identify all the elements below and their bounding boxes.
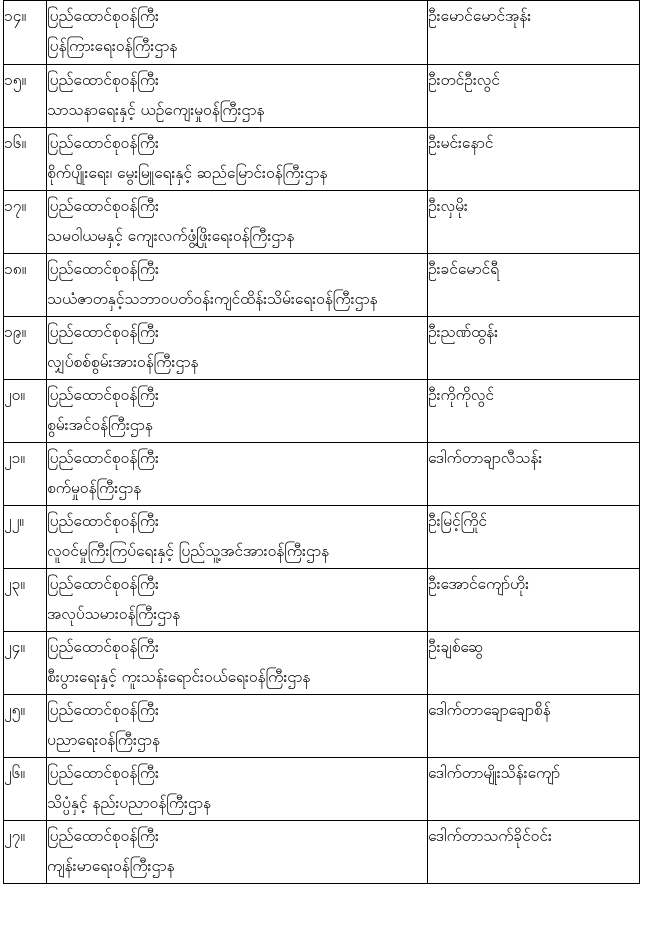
minister-title: ပြည်ထောင်စုဝန်ကြီး <box>47 764 159 782</box>
row-number-text: ၁၇။ <box>4 197 27 215</box>
ministry-cell <box>47 821 428 884</box>
minister-title: ပြည်ထောင်စုဝန်ကြီး <box>47 638 159 656</box>
row-number-text: ၂၄။ <box>4 638 26 656</box>
ministry-cell <box>47 317 428 380</box>
table-row <box>4 380 640 443</box>
ministry-name: လျှပ်စစ်စွမ်းအားဝန်ကြီးဌာန <box>47 353 199 371</box>
minister-title: ပြည်ထောင်စုဝန်ကြီး <box>47 701 159 719</box>
ministry-name: စိုက်ပျိုးရေး၊ မွေးမြူရေးနှင့် ဆည်မြောင်းဝန်ကြီးဌာန <box>47 164 328 182</box>
row-number-text: ၁၄။ <box>4 7 27 25</box>
ministry-cell <box>47 695 428 758</box>
person-cell <box>428 1 640 65</box>
person-name: ဦးမြင့်ကြိုင် <box>428 512 487 530</box>
ministry-cell <box>47 191 428 254</box>
row-number <box>4 254 47 317</box>
person-name: ဒေါက်တာချောချောစိန် <box>428 701 551 719</box>
ministry-name: သမဝါယမနှင့် ကျေးလက်ဖွံ့ဖြိုးရေးဝန်ကြီးဌာန <box>47 227 295 245</box>
ministry-name: စွမ်းအင်ဝန်ကြီးဌာန <box>47 416 153 434</box>
person-name: ဦးညဏ်ထွန်း <box>428 323 499 341</box>
row-number <box>4 380 47 443</box>
ministry-cell <box>47 506 428 569</box>
minister-title: ပြည်ထောင်စုဝန်ကြီး <box>47 323 159 341</box>
row-number-text: ၁၉။ <box>4 323 27 341</box>
person-cell <box>428 317 640 380</box>
person-name: ဦးချစ်ဆွေ <box>428 638 484 656</box>
table-row <box>4 1 640 65</box>
minister-title: ပြည်ထောင်စုဝန်ကြီး <box>47 197 159 215</box>
ministry-cell <box>47 65 428 128</box>
row-number <box>4 65 47 128</box>
table-row <box>4 65 640 128</box>
row-number <box>4 695 47 758</box>
minister-title: ပြည်ထောင်စုဝန်ကြီး <box>47 512 159 530</box>
person-cell <box>428 821 640 884</box>
minister-title: ပြည်ထောင်စုဝန်ကြီး <box>47 134 159 152</box>
person-name: ဦးအောင်ကျော်ဟိုး <box>428 575 530 593</box>
person-cell <box>428 695 640 758</box>
row-number <box>4 191 47 254</box>
row-number-text: ၂၁။ <box>4 449 26 467</box>
table-row <box>4 695 640 758</box>
minister-title: ပြည်ထောင်စုဝန်ကြီး <box>47 449 159 467</box>
ministry-name: အလုပ်သမားဝန်ကြီးဌာန <box>47 605 181 623</box>
table-row <box>4 443 640 506</box>
ministry-name: သာသနာရေးနှင့် ယဉ်ကျေးမှုဝန်ကြီးဌာန <box>47 101 265 119</box>
row-number <box>4 128 47 191</box>
table-row <box>4 191 640 254</box>
ministry-cell <box>47 254 428 317</box>
table-row <box>4 821 640 884</box>
row-number <box>4 506 47 569</box>
person-name: ဒေါက်တာမျိုးသိန်းကျော် <box>428 764 561 782</box>
ministry-name: စီးပွားရေးနှင့် ကူးသန်းရောင်းဝယ်ရေးဝန်ကြီးဌာန <box>47 668 311 686</box>
table-row <box>4 128 640 191</box>
person-cell <box>428 506 640 569</box>
person-cell <box>428 380 640 443</box>
row-number <box>4 632 47 695</box>
minister-title: ပြည်ထောင်စုဝန်ကြီး <box>47 7 159 25</box>
person-cell <box>428 254 640 317</box>
table-row <box>4 632 640 695</box>
ministry-name: ကျန်းမာရေးဝန်ကြီးဌာန <box>47 857 175 875</box>
person-cell <box>428 758 640 821</box>
ministry-name: ပညာရေးဝန်ကြီးဌာန <box>47 731 160 749</box>
ministry-cell <box>47 632 428 695</box>
ministry-cell <box>47 1 428 65</box>
ministry-cell <box>47 443 428 506</box>
row-number-text: ၂၆။ <box>4 764 26 782</box>
ministry-name: ပြန်ကြားရေးဝန်ကြီးဌာန <box>47 37 178 55</box>
person-name: ဦးမင်းနောင် <box>428 134 494 152</box>
ministry-name: လူဝင်မှုကြီးကြပ်ရေးနှင့် ပြည်သူ့အင်အားဝန်ကြီးဌာန <box>47 542 329 560</box>
ministry-cell <box>47 128 428 191</box>
person-name: ဦးကိုကိုလွင် <box>428 386 494 404</box>
ministry-cell <box>47 758 428 821</box>
minister-title: ပြည်ထောင်စုဝန်ကြီး <box>47 260 159 278</box>
minister-title: ပြည်ထောင်စုဝန်ကြီး <box>47 575 159 593</box>
row-number-text: ၂၅။ <box>4 701 26 719</box>
row-number-text: ၂၃။ <box>4 575 26 593</box>
person-name: ဦးတင်ဦးလွင် <box>428 71 500 89</box>
person-name: ဦးမောင်မောင်အုန်း <box>428 7 532 25</box>
row-number <box>4 569 47 632</box>
table-row <box>4 254 640 317</box>
row-number-text: ၁၅။ <box>4 71 27 89</box>
row-number-text: ၁၆။ <box>4 134 27 152</box>
person-cell <box>428 443 640 506</box>
person-name: ဒေါက်တာသက်ခိုင်ဝင်း <box>428 827 552 845</box>
person-cell <box>428 191 640 254</box>
ministry-cell <box>47 569 428 632</box>
row-number-text: ၁၈။ <box>4 260 27 278</box>
row-number-text: ၂၀။ <box>4 386 26 404</box>
minister-title: ပြည်ထောင်စုဝန်ကြီး <box>47 71 159 89</box>
person-cell <box>428 632 640 695</box>
ministers-table-body <box>4 1 640 884</box>
person-cell <box>428 128 640 191</box>
table-row <box>4 506 640 569</box>
ministry-name: သိပ္ပံနှင့် နည်းပညာဝန်ကြီးဌာန <box>47 794 211 812</box>
person-cell <box>428 65 640 128</box>
ministry-cell <box>47 380 428 443</box>
person-name: ဦးခင်မောင်ရီ <box>428 260 499 278</box>
table-row <box>4 569 640 632</box>
person-name: ဒေါက်တာချာလီသန်း <box>428 449 543 467</box>
ministry-name: သယံဇာတနှင့်သဘာဝပတ်ဝန်းကျင်ထိန်းသိမ်းရေးဝန်ကြီးဌာန <box>47 290 378 308</box>
row-number <box>4 1 47 65</box>
person-name: ဦးလှမိုး <box>428 197 468 215</box>
minister-title: ပြည်ထောင်စုဝန်ကြီး <box>47 827 159 845</box>
row-number-text: ၂၇။ <box>4 827 26 845</box>
row-number-text: ၂၂။ <box>4 512 24 530</box>
table-row <box>4 317 640 380</box>
row-number <box>4 758 47 821</box>
row-number <box>4 443 47 506</box>
ministry-name: စက်မှုဝန်ကြီးဌာန <box>47 479 142 497</box>
minister-title: ပြည်ထောင်စုဝန်ကြီး <box>47 386 159 404</box>
row-number <box>4 821 47 884</box>
person-cell <box>428 569 640 632</box>
ministers-table <box>3 0 640 884</box>
row-number <box>4 317 47 380</box>
table-row <box>4 758 640 821</box>
